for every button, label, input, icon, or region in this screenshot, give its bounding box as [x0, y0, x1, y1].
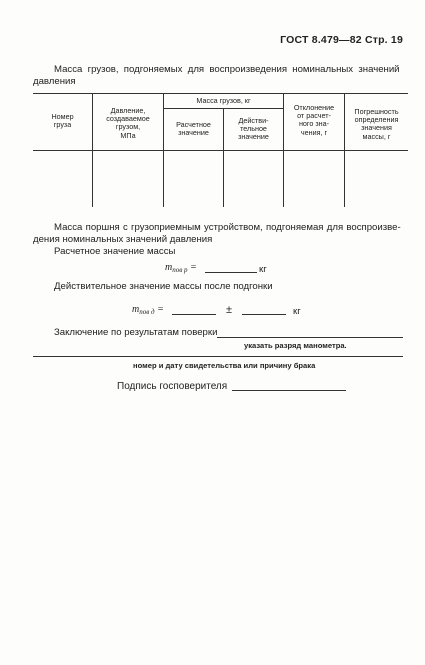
piston-line-2: дения номинальных значений давления [33, 234, 213, 245]
header-deviation: Отклонение от расчет- ного зна- чения, г [293, 103, 335, 137]
piston-line-1: Масса поршня с грузоприемным устройством, подгоняемая для воспроизве- [54, 222, 401, 233]
header-bottom-rule [33, 150, 408, 151]
page-header: ГОСТ 8.479—82 Стр. 19 [280, 34, 403, 46]
calc-mass-field[interactable] [205, 272, 257, 273]
certificate-field[interactable] [33, 356, 403, 357]
intro-line-2: давления [33, 76, 76, 87]
weights-table [33, 93, 408, 207]
conclusion-field[interactable] [217, 337, 403, 338]
tolerance-field[interactable] [242, 314, 286, 315]
header-pressure: Давление, создаваемое грузом, МПа [106, 106, 150, 140]
col-divider-2 [163, 93, 164, 207]
unit-kg-1: кг [259, 264, 267, 275]
actual-mass-field[interactable] [172, 314, 216, 315]
header-actual: Действи- тельное значение [238, 116, 269, 142]
conclusion-label: Заключение по результатам поверки [54, 327, 218, 338]
signature-field[interactable] [232, 390, 346, 391]
formula-actual: $m_{пов д}$ = [132, 304, 164, 316]
header-error: Погрешность определения значения массы, г [354, 107, 399, 141]
plus-minus-sign: ± [226, 304, 233, 316]
header-number: Номер груза [51, 112, 74, 130]
header-calc: Расчетное значение [176, 120, 211, 138]
header-mass-group: Масса грузов, кг [196, 96, 251, 105]
unit-kg-2: кг [293, 306, 301, 317]
intro-line-1: Масса грузов, подгоняемых для воспроизведения номинальных значений [54, 64, 400, 75]
signature-label: Подпись госповерителя [117, 381, 228, 392]
caption-class: указать разряд манометра. [244, 341, 347, 350]
formula-calc: $m_{пов р}$ = [165, 262, 197, 274]
actual-mass-label: Действительное значение массы после подгонки [54, 281, 273, 292]
table-top-rule [33, 93, 408, 94]
caption-certificate: номер и дату свидетельства или причину брака [133, 361, 316, 370]
calc-mass-label: Расчетное значение массы [54, 246, 176, 257]
